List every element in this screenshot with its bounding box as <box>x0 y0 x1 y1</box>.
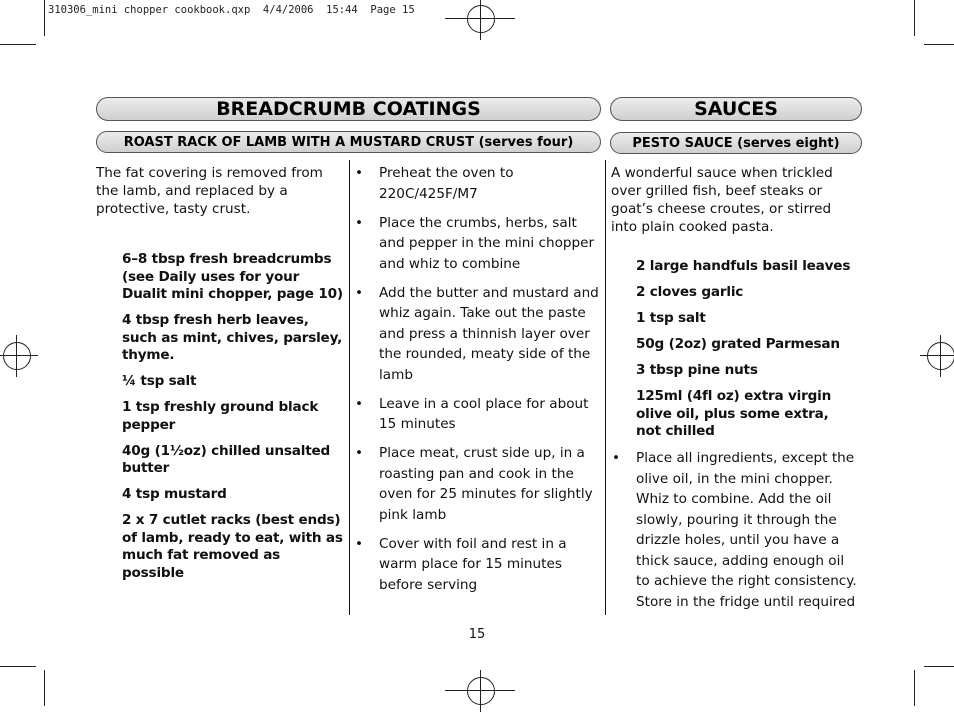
registration-mark-left <box>3 342 31 370</box>
ingredient: 125ml (4fl oz) extra virgin olive oil, plus some extra, not chilled <box>636 388 832 439</box>
pesto-ingredients <box>636 258 858 449</box>
method-step: • Place the crumbs, herbs, salt and pepper in the mini chopper and whiz to combine <box>355 214 595 272</box>
method-step: • Add the butter and mustard and whiz again. Take out the paste and press a thinnish layer over the rounded, meaty side of the lamb <box>355 284 599 383</box>
ingredient: 2 cloves garlic <box>636 284 744 300</box>
lamb-method <box>351 163 603 604</box>
method-step: • Leave in a cool place for about 15 minutes <box>355 395 589 432</box>
print-slug: 310306_mini chopper cookbook.qxp 4/4/2006 15:44 Page 15 <box>48 4 415 16</box>
ingredient: 3 tbsp pine nuts <box>636 362 758 378</box>
ingredient: 1 tsp salt <box>636 310 706 326</box>
bullet-icon: • <box>355 535 364 552</box>
column-divider <box>349 160 350 615</box>
bullet-icon: • <box>355 214 364 231</box>
ingredient: 4 tbsp fresh herb leaves, such as mint, chives, parsley, thyme. <box>122 312 343 363</box>
lamb-ingredients <box>122 251 346 591</box>
page-number: 15 <box>468 627 486 642</box>
ingredient: 6–8 tbsp fresh breadcrumbs (see Daily uses for your Dualit mini chopper, page 10) <box>122 251 343 302</box>
bullet-icon: • <box>355 284 364 301</box>
pesto-intro: A wonderful sauce when trickled over grilled fish, beef steaks or goat’s cheese croutes, or stirred into plain cooked pasta. <box>611 165 833 235</box>
method-step: • Place meat, crust side up, in a roasting pan and cook in the oven for 25 minutes for slightly pink lamb <box>355 445 593 523</box>
ingredient: 4 tsp mustard <box>122 486 227 502</box>
section-heading-breadcrumb-coatings: BREADCRUMB COATINGS <box>96 97 601 121</box>
method-step: • Place all ingredients, except the olive oil, in the mini chopper. Whiz to combine. Add the oil slowly, pouring it through the drizzle holes, until you have a thick sauce, adding enough oil to achieve the right consistency. Store in the fridge until required <box>612 450 857 610</box>
section-heading-sauces: SAUCES <box>610 97 862 121</box>
ingredient: 2 x 7 cutlet racks (best ends) of lamb, ready to eat, with as much fat removed as possible <box>122 512 343 581</box>
registration-mark-right <box>927 342 954 370</box>
bullet-icon: • <box>612 450 621 466</box>
lamb-intro: The fat covering is removed from the lamb, and replaced by a protective, tasty crust. <box>96 165 323 217</box>
method-step: • Preheat the oven to 220C/425F/M7 <box>355 165 514 202</box>
registration-mark-top <box>467 5 495 33</box>
bullet-icon: • <box>355 165 364 181</box>
bullet-icon: • <box>355 445 364 461</box>
registration-mark-bottom <box>467 677 495 705</box>
ingredient: 50g (2oz) grated Parmesan <box>636 336 840 352</box>
ingredient: ¼ tsp salt <box>122 373 197 389</box>
pesto-method <box>608 448 860 621</box>
ingredient: 40g (1½oz) chilled unsalted butter <box>122 442 331 476</box>
recipe-title-roast-lamb: ROAST RACK OF LAMB WITH A MUSTARD CRUST (serves four) <box>96 131 601 153</box>
recipe-title-pesto: PESTO SAUCE (serves eight) <box>610 132 862 154</box>
method-step: • Cover with foil and rest in a warm place for 15 minutes before serving <box>355 535 567 593</box>
column-divider <box>605 160 606 615</box>
ingredient: 2 large handfuls basil leaves <box>636 258 851 274</box>
bullet-icon: • <box>355 395 364 412</box>
ingredient: 1 tsp freshly ground black pepper <box>122 399 319 433</box>
